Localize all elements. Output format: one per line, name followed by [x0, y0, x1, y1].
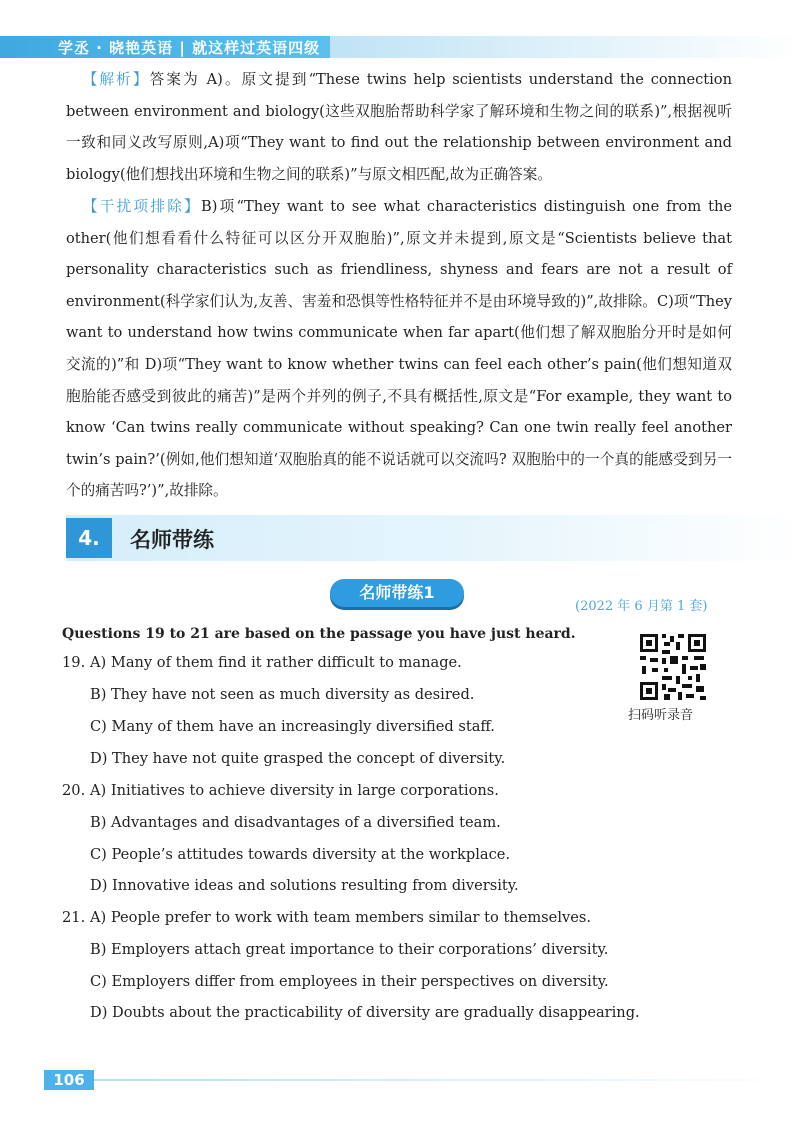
- distractor-text: B)项“They want to see what characteristics distinguish one from the other(他们想看看什么特征可以区分开双胞胎)”,原文并未提到,原文是“Scientists believe that personality characteristics such as friendliness, shyness and fears are not a result of environment(科学家们认为,友善、害羞和恐惧等性格特征并不是由环境导致的)”,故排除。C)项“They want to understand how twins communicate when far apart(他们想了解双胞胎分开时是如何交流的)”和 D)项“They want to know whether twins can feel each other’s pain(他们想知道双胞胎能否感受到彼此的痛苦)”是两个并列的例子,不具有概括性,原文是“For example, they want to know ‘Can twins really communicate without speaking? Can one twin really feel another twin’s pain?’(例如,他们想知道‘双胞胎真的能不说话就可以交流吗? 双胞胎中的一个真的能感受到另一个的痛苦吗?’)”,故排除。: [66, 198, 732, 500]
- practice-pill: 名师带练1: [330, 579, 464, 607]
- question-20-option-d: D) Innovative ideas and solutions resulting from diversity.: [90, 877, 519, 894]
- header-title: 学丞 · 晓艳英语 | 就这样过英语四级: [58, 39, 321, 57]
- question-20-option-b: B) Advantages and disadvantages of a diversified team.: [90, 814, 501, 831]
- question-19-option-d: D) They have not quite grasped the concept of diversity.: [90, 750, 506, 767]
- question-21-option-b: B) Employers attach great importance to their corporations’ diversity.: [90, 941, 609, 958]
- questions-header: Questions 19 to 21 are based on the passage you have just heard.: [62, 626, 576, 642]
- section-number: 4.: [66, 518, 112, 558]
- question-19-option-c: C) Many of them have an increasingly diversified staff.: [90, 718, 495, 735]
- question-20-number: 20.: [62, 782, 86, 799]
- distractor-tag: 【干扰项排除】: [80, 198, 201, 215]
- question-20-option-a: A) Initiatives to achieve diversity in large corporations.: [90, 782, 499, 799]
- page-number: 106: [44, 1070, 94, 1090]
- footer-bar: [94, 1079, 800, 1081]
- question-21-option-c: C) Employers differ from employees in their perspectives on diversity.: [90, 973, 609, 990]
- analysis-tag: 【解析】: [80, 71, 150, 88]
- question-21-option-a: A) People prefer to work with team members similar to themselves.: [90, 909, 591, 926]
- qr-code-graphic: [638, 632, 708, 702]
- question-21-option-d: D) Doubts about the practicability of diversity are gradually disappearing.: [90, 1004, 640, 1021]
- analysis-text: 答案为 A)。原文提到“These twins help scientists understand the connection between environment and biology(这些双胞胎帮助科学家了解环境和生物之间的联系)”,根据视听一致和同义改写原则,A)项“They want to find out the relationship between environment and biology(他们想找出环境和生物之间的联系)”与原文相匹配,故为正确答案。: [66, 71, 732, 183]
- question-19-number: 19.: [62, 654, 86, 671]
- qr-caption: 扫码听录音: [628, 708, 694, 723]
- header-band-fade: [330, 36, 800, 58]
- qr-code-icon[interactable]: [638, 632, 708, 702]
- section-title: 名师带练: [130, 528, 214, 552]
- question-19-option-a: A) Many of them find it rather difficult to manage.: [90, 654, 462, 671]
- distractor-paragraph: [66, 191, 732, 507]
- question-20-option-c: C) People’s attitudes towards diversity at the workplace.: [90, 846, 511, 863]
- exam-reference: (2022 年 6 月第 1 套): [575, 599, 708, 614]
- analysis-paragraph: [66, 64, 732, 190]
- question-21-number: 21.: [62, 909, 86, 926]
- page-header: [0, 0, 800, 62]
- question-19-option-b: B) They have not seen as much diversity as desired.: [90, 686, 475, 703]
